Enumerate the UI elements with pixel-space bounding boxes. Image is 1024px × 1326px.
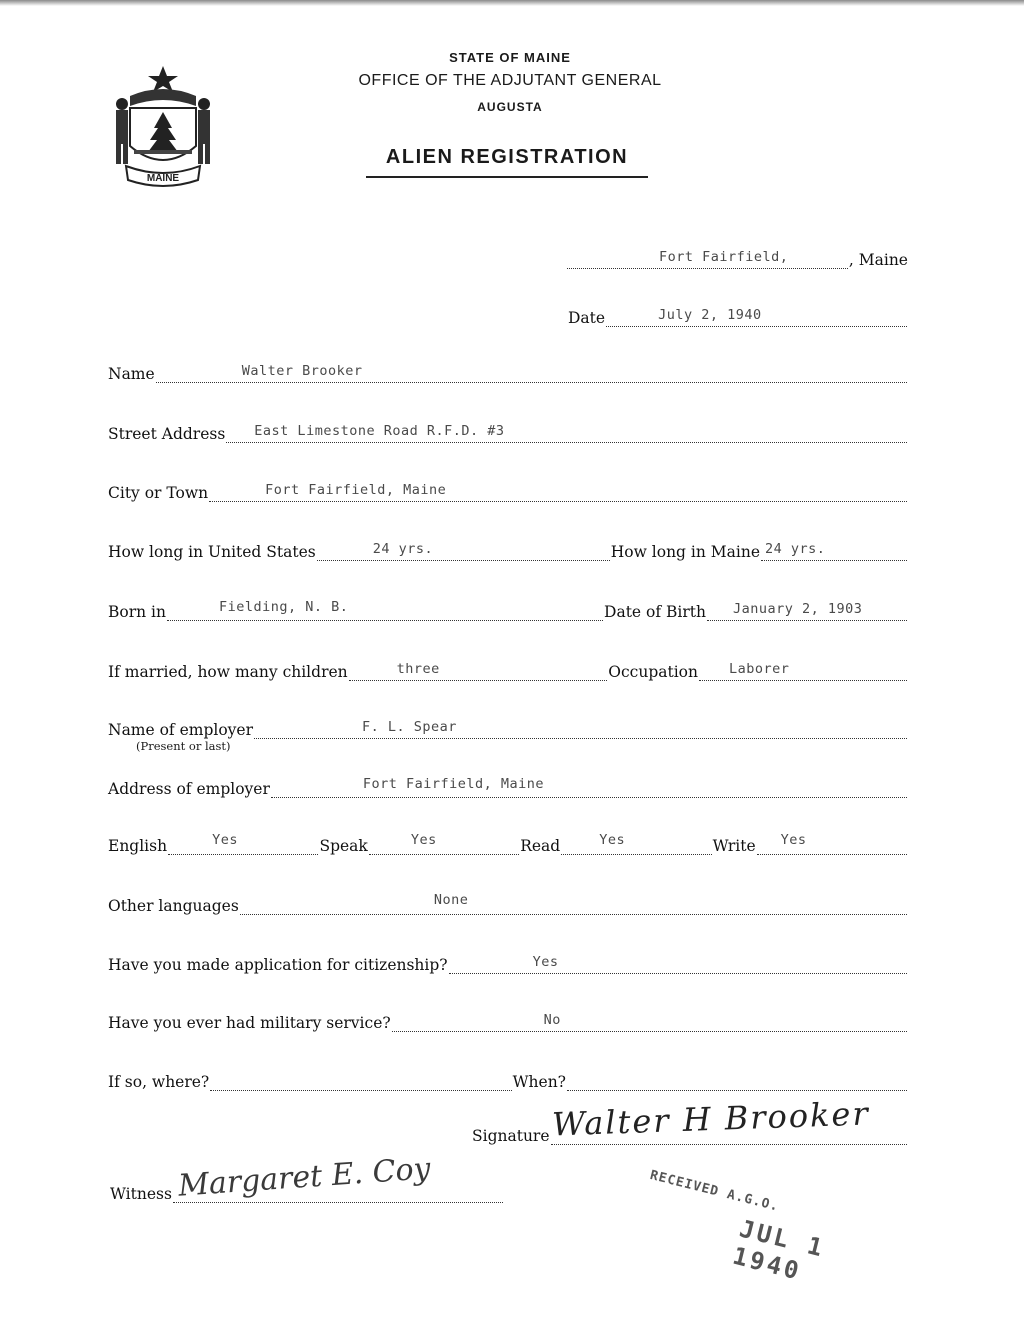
- where-field[interactable]: [210, 1072, 511, 1091]
- name-row: [108, 364, 908, 383]
- signature-handwriting: Walter H Brooker: [551, 1094, 871, 1144]
- employer-addr-field[interactable]: [271, 776, 907, 798]
- how-long-us-label: How long in United States: [108, 543, 316, 561]
- how-long-us-value: 24 yrs.: [372, 541, 434, 557]
- when-field[interactable]: [567, 1072, 907, 1091]
- citizenship-label: Have you made application for citizenship?: [108, 956, 448, 974]
- date-row: [568, 308, 908, 327]
- other-lang-row: [108, 892, 908, 915]
- header-state: STATE OF MAINE: [449, 50, 571, 65]
- how-long-me-field[interactable]: [761, 542, 907, 561]
- when-label: When?: [512, 1073, 566, 1091]
- city-value: Fort Fairfield, Maine: [265, 482, 447, 498]
- children-value: three: [396, 661, 440, 677]
- how-long-me-value: 24 yrs.: [765, 541, 826, 557]
- english-row: [108, 832, 908, 855]
- children-field[interactable]: [349, 662, 608, 681]
- how-long-row: [108, 542, 908, 561]
- witness-label: Witness: [110, 1185, 172, 1203]
- city-label: City or Town: [108, 484, 209, 502]
- other-lang-value: None: [433, 892, 469, 908]
- city-field[interactable]: [209, 483, 907, 502]
- born-row: [108, 599, 908, 621]
- employer-addr-value: Fort Fairfield, Maine: [362, 776, 545, 792]
- citizenship-value: Yes: [532, 954, 559, 970]
- military-field[interactable]: [392, 1013, 907, 1032]
- where-label: If so, where?: [108, 1073, 210, 1091]
- born-value: Fielding, N. B.: [218, 599, 349, 615]
- born-label: Born in: [108, 603, 166, 621]
- english-field[interactable]: [168, 832, 318, 855]
- employer-field[interactable]: [254, 720, 907, 739]
- form-title: ALIEN REGISTRATION: [385, 146, 629, 168]
- date-field[interactable]: [606, 308, 907, 327]
- street-label: Street Address: [108, 425, 226, 443]
- street-field[interactable]: [226, 424, 907, 443]
- dob-label: Date of Birth: [604, 603, 706, 621]
- read-value: Yes: [599, 832, 626, 848]
- born-field[interactable]: [167, 599, 603, 621]
- occupation-label: Occupation: [608, 663, 698, 681]
- employer-sublabel: (Present or last): [136, 739, 231, 753]
- occupation-value: Laborer: [729, 661, 790, 677]
- read-label: Read: [520, 837, 561, 855]
- english-value: Yes: [212, 832, 238, 848]
- stamp-line-2: JUL 1 1940: [729, 1214, 829, 1286]
- header-office: OFFICE OF THE ADJUTANT GENERAL: [358, 72, 662, 89]
- stamp-line-1: RECEIVED A.G.O.: [648, 1168, 781, 1215]
- occupation-field[interactable]: [699, 662, 907, 681]
- write-value: Yes: [780, 832, 807, 848]
- write-field[interactable]: [757, 832, 907, 855]
- military-value: No: [543, 1012, 561, 1028]
- street-row: [108, 424, 908, 443]
- employer-value: F. L. Spear: [362, 719, 457, 735]
- dob-field[interactable]: [707, 602, 907, 621]
- page-edge: [0, 0, 1024, 6]
- military-label: Have you ever had military service?: [108, 1014, 391, 1032]
- employer-label: Name of employer: [108, 721, 254, 739]
- name-field[interactable]: [156, 364, 907, 383]
- children-label: If married, how many children: [108, 663, 348, 681]
- received-stamp: [628, 1168, 895, 1326]
- header-city: AUGUSTA: [477, 100, 543, 114]
- employer-addr-label: Address of employer: [108, 780, 270, 798]
- write-label: Write: [712, 837, 756, 855]
- speak-label: Speak: [319, 837, 368, 855]
- location-value: Fort Fairfield,: [659, 249, 789, 265]
- seal-banner: MAINE: [146, 173, 180, 184]
- title-underline: [366, 176, 648, 178]
- maine-state-seal-icon: [108, 62, 218, 190]
- citizenship-field[interactable]: [449, 955, 907, 974]
- military-row: [108, 1013, 908, 1032]
- witness-handwriting: Margaret E. Coy: [177, 1151, 432, 1204]
- location-row: [566, 250, 908, 269]
- signature-label: Signature: [472, 1127, 550, 1145]
- employer-row: [108, 720, 908, 739]
- how-long-me-label: How long in Maine: [610, 543, 760, 561]
- city-row: [108, 483, 908, 502]
- other-lang-label: Other languages: [108, 897, 239, 915]
- read-field[interactable]: [561, 832, 711, 855]
- name-value: Walter Brooker: [241, 363, 363, 379]
- speak-field[interactable]: [369, 832, 519, 855]
- children-row: [108, 662, 908, 681]
- speak-value: Yes: [410, 832, 437, 848]
- street-value: East Limestone Road R.F.D. #3: [254, 423, 505, 439]
- location-suffix: , Maine: [848, 251, 908, 269]
- employer-addr-row: [108, 776, 908, 798]
- citizenship-row: [108, 955, 908, 974]
- name-label: Name: [108, 365, 155, 383]
- how-long-us-field[interactable]: [317, 542, 610, 561]
- date-value: July 2, 1940: [658, 307, 762, 323]
- where-when-row: [108, 1072, 908, 1091]
- date-label: Date: [568, 309, 606, 327]
- location-field[interactable]: [567, 250, 848, 269]
- dob-value: January 2, 1903: [733, 601, 863, 617]
- other-lang-field[interactable]: [240, 892, 907, 915]
- english-label: English: [108, 837, 168, 855]
